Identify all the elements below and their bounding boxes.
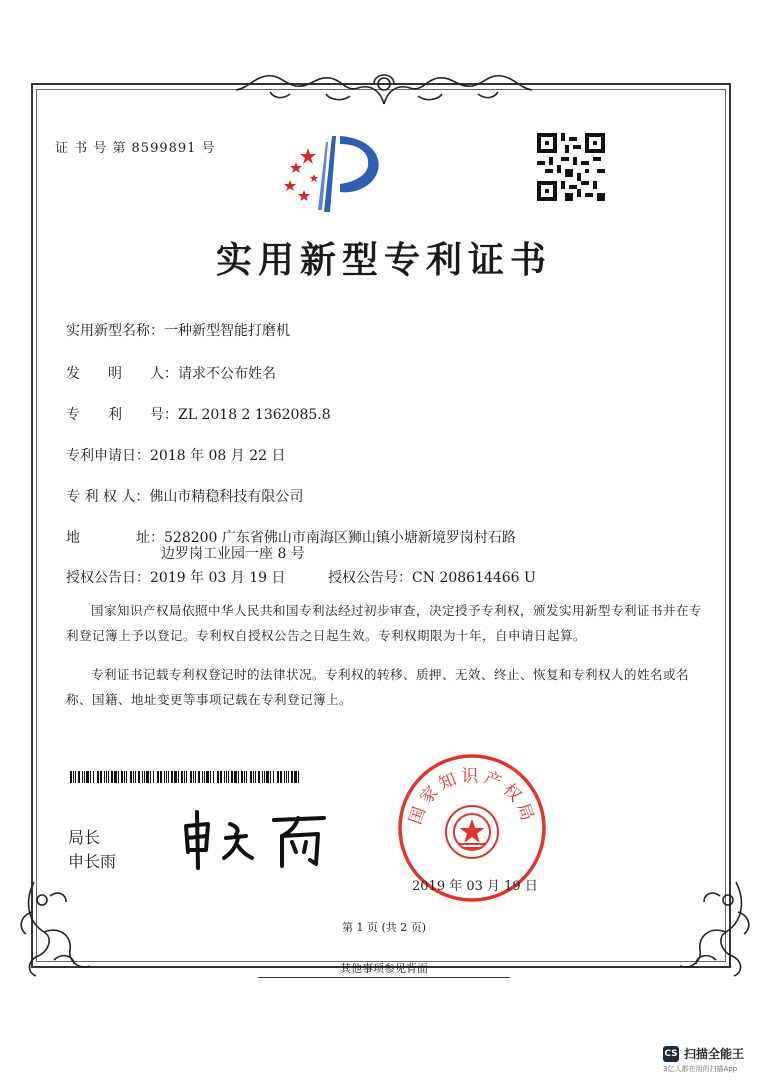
barcode-bar [108,771,109,783]
barcode-bar [288,771,289,783]
scanner-app-name: 扫描全能王 [684,1047,745,1061]
field-label: 专利申请日： [66,448,150,464]
barcode-bar [184,771,185,783]
field-application-date [66,445,286,465]
barcode [70,771,302,783]
field-value: 一种新型智能打磨机 [164,323,290,339]
barcode-bar [224,771,225,783]
barcode-bar [153,771,154,783]
scanner-app-icon: CS [663,1046,679,1062]
barcode-bar [82,771,83,783]
field-grant-number [328,567,536,587]
field-label: 地 址： [66,530,164,546]
barcode-bar [93,771,94,783]
certificate-number: 证 书 号 第 8599891 号 [55,141,216,156]
field-grant-date [66,567,286,587]
footer-note: 其他事项参见背面 [340,962,428,975]
barcode-bar [270,771,271,783]
barcode-bar [73,771,74,783]
barcode-bar [234,771,237,783]
barcode-bar [97,771,99,783]
barcode-bar [193,771,194,783]
barcode-bar [220,771,222,783]
barcode-bar [228,771,229,783]
barcode-bar [226,771,227,783]
field-utility-model-name [66,320,290,340]
certificate-inner-border [36,89,726,962]
scanner-app-tagline: 3亿人都在用的扫描App [663,1065,738,1073]
barcode-bar [133,771,134,783]
cnipa-logo-icon [278,132,386,214]
barcode-bar [195,771,196,783]
barcode-bar [231,771,233,783]
barcode-bar [298,771,299,783]
barcode-bar [253,771,254,783]
barcode-bar [262,771,263,783]
barcode-bar [284,771,285,783]
barcode-bar [178,771,179,783]
qr-code [537,133,605,201]
barcode-bar [206,771,209,783]
barcode-bar [146,771,149,783]
barcode-bar [138,771,140,783]
barcode-bar [241,771,243,783]
barcode-bar [121,771,123,783]
signer-name: 申长雨 [68,852,117,871]
field-label: 授权公告日： [66,570,150,586]
page-number: 第 1 页 (共 2 页) [341,921,427,934]
barcode-bar [198,771,200,783]
field-patentee [66,486,303,506]
barcode-bar [142,771,143,783]
barcode-bar [204,771,205,783]
footer-divider [258,977,510,978]
barcode-bar [186,771,187,783]
barcode-bar [250,771,252,783]
barcode-bar [106,771,107,783]
barcode-bar [100,771,102,783]
field-value: 佛山市精稳科技有限公司 [149,489,304,505]
barcode-bar [246,771,247,783]
barcode-bar [126,771,127,783]
barcode-bar [144,771,145,783]
legal-paragraph-2: 专利证书记载专利权登记时的法律状况。专利权的转移、质押、无效、终止、恢复和专利权人的姓名或名称、国籍、地址变更等事项记载在专利登记簿上。 [66,667,690,707]
field-value: 2018 年 08 月 22 日 [150,448,286,464]
barcode-bar [244,771,245,783]
barcode-bar [124,771,125,783]
barcode-bar [135,771,136,783]
barcode-bar [266,771,269,783]
scanner-app-badge [663,1045,744,1062]
barcode-bar [202,771,203,783]
top-ornament-icon [230,66,538,108]
certificate-title: 实用新型专利证书 [215,239,552,281]
barcode-bar [181,771,183,783]
barcode-bar [70,771,72,783]
field-label: 授权公告号： [328,570,412,586]
barcode-bar [217,771,219,783]
field-inventor [66,363,276,383]
field-value: 528200 广东省佛山市南海区狮山镇小塘新境罗岗村石路 [164,530,516,546]
barcode-bar [294,771,297,783]
barcode-bar [190,771,192,783]
barcode-bar [238,771,239,783]
barcode-bar [86,771,89,783]
legal-paragraph-1: 国家知识产权局依照中华人民共和国专利法经过初步审查，决定授予专利权，颁发实用新型专利证书并在专利登记簿上予以登记。专利权自授权公告之日起生效。专利权期限为十年，自申请日起算。 [66,603,703,643]
field-value: 2019 年 03 月 19 日 [150,570,286,586]
barcode-bar [286,771,287,783]
barcode-bar [273,771,274,783]
barcode-bar [118,771,119,783]
seal-date: 2019 年 03 月 19 日 [412,879,538,894]
barcode-bar [264,771,265,783]
signer-title: 局长 [68,828,101,847]
field-label: 专 利 权 人： [66,489,150,505]
barcode-bar [114,771,117,783]
barcode-bar [166,771,167,783]
barcode-bar [258,771,260,783]
svg-text:国家知识产权局 [406,767,539,827]
barcode-bar [210,771,211,783]
barcode-bar [213,771,214,783]
barcode-bar [171,771,173,783]
barcode-bar [174,771,177,783]
barcode-bar [104,771,105,783]
field-label: 发 明 人： [66,366,178,382]
barcode-bar [78,771,80,783]
field-value: ZL 2018 2 1362085.8 [178,407,331,423]
field-label: 实用新型名称： [66,323,164,339]
barcode-bar [75,771,76,783]
seal-text: 国家知识产权局 [405,766,539,828]
barcode-bar [280,771,282,783]
barcode-bar [164,771,165,783]
barcode-bar [111,771,113,783]
handwritten-signature-icon [178,808,338,872]
field-patent-number [66,404,331,424]
barcode-bar [150,771,151,783]
barcode-bar [291,771,293,783]
barcode-bar [255,771,256,783]
field-address-line2: 边罗岗工业园一座 8 号 [161,546,305,562]
barcode-bar [157,771,159,783]
field-value: CN 208614466 U [412,570,536,586]
field-label: 专 利 号： [66,407,178,423]
barcode-bar [168,771,169,783]
barcode-bar [84,771,85,783]
barcode-bar [277,771,279,783]
barcode-bar [130,771,132,783]
barcode-bar [160,771,162,783]
barcode-bar [90,771,91,783]
field-value: 请求不公布姓名 [178,366,276,382]
